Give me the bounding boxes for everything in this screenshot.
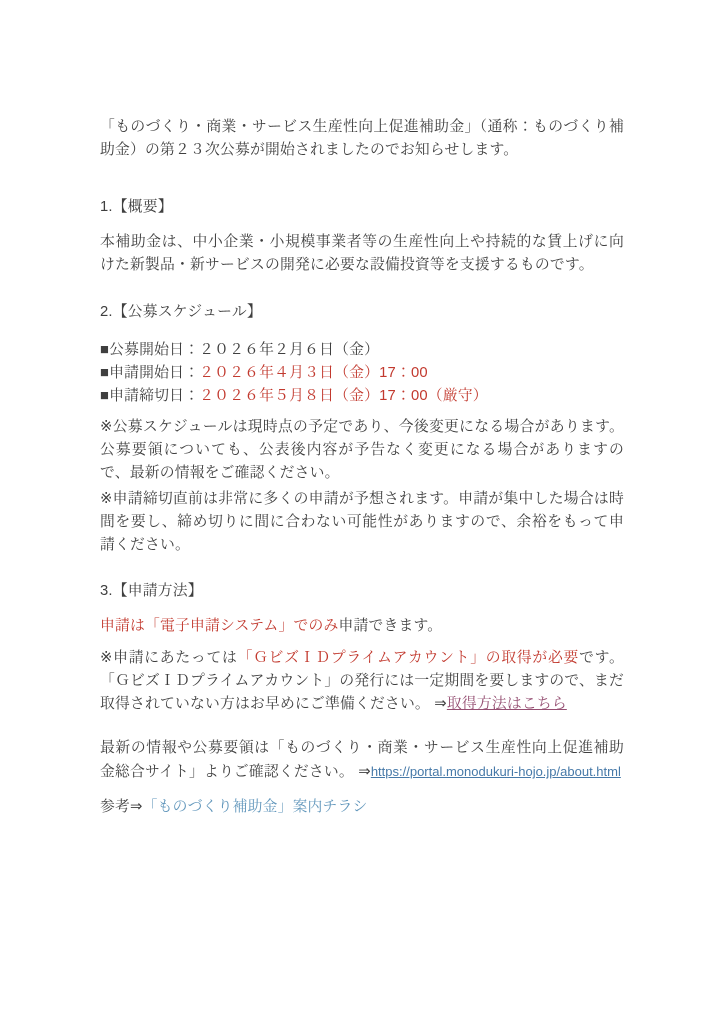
schedule-item-deadline xyxy=(100,385,624,408)
schedule-item-value: ２０２６年５月８日（金）17：00（厳守） xyxy=(199,388,488,404)
gbiz-note-emphasis: 「ＧビズＩＤプライムアカウント」の取得が必要 xyxy=(237,650,580,666)
deadline-congestion-note: ※申請締切直前は非常に多くの申請が予想されます。申請が集中した場合は時間を要し、締め切りに間に合わない可能性がありますので、余裕をもって申請ください。 xyxy=(100,491,624,553)
e-application-emphasis: 申請は「電子申請システム」でのみ xyxy=(100,618,339,634)
reference-pre: 参考⇒ xyxy=(100,799,143,815)
method-heading: 3.【申請方法】 xyxy=(100,583,203,599)
gbiz-note-rest: です。「ＧビズＩＤプライムアカウント」の発行には一定期間を要しますので、まだ取得されていない方はお早めにご準備ください。 ⇒ xyxy=(100,650,625,712)
intro-paragraph xyxy=(100,116,624,162)
e-application-line xyxy=(100,615,624,638)
overview-body: 本補助金は、中小企業・小規模事業者等の生産性向上や持続的な賃上げに向けた新製品・新サービスの開発に必要な設備投資等を支援するものです。 xyxy=(100,234,624,273)
e-application-rest: 申請できます。 xyxy=(338,618,443,634)
schedule-item-value: ２０２６年４月３日（金）17：00 xyxy=(199,365,428,381)
gbiz-note-pre: ※申請にあたっては xyxy=(100,650,238,666)
portal-url-link[interactable]: https://portal.monodukuri-hojo.jp/about.html xyxy=(370,764,621,779)
schedule-item-label: ■申請締切日： xyxy=(100,388,200,404)
flyer-link[interactable]: 「ものづくり補助金」案内チラシ xyxy=(142,799,368,815)
schedule-item-value: ２０２６年２月６日（金） xyxy=(199,342,380,358)
schedule-list xyxy=(100,339,624,408)
overview-heading: 1.【概要】 xyxy=(100,199,173,215)
intro-text: 「ものづくり・商業・サービス生産性向上促進補助金」（通称：ものづくり補助金）の第２３次公募が開始されましたのでお知らせします。 xyxy=(100,119,624,158)
schedule-change-note: ※公募スケジュールは現時点の予定であり、今後変更になる場合があります。公募要領についても、公表後内容が予告なく変更になる場合がありますので、最新の情報をご確認ください。 xyxy=(100,419,624,481)
latest-info-paragraph xyxy=(100,737,624,784)
schedule-heading: 2.【公募スケジュール】 xyxy=(100,304,262,320)
reference-line xyxy=(100,796,624,819)
schedule-item-open xyxy=(100,339,624,362)
gbiz-note xyxy=(100,647,624,716)
schedule-item-label: ■公募開始日： xyxy=(100,342,200,358)
gbiz-acquisition-link[interactable]: 取得方法はこちら xyxy=(446,696,567,712)
schedule-item-apply-start xyxy=(100,362,624,385)
latest-info-pre: 最新の情報や公募要領は「ものづくり・商業・サービス生産性向上促進補助金総合サイト」よりご確認ください。 ⇒ xyxy=(100,740,624,780)
schedule-item-label: ■申請開始日： xyxy=(100,365,200,381)
